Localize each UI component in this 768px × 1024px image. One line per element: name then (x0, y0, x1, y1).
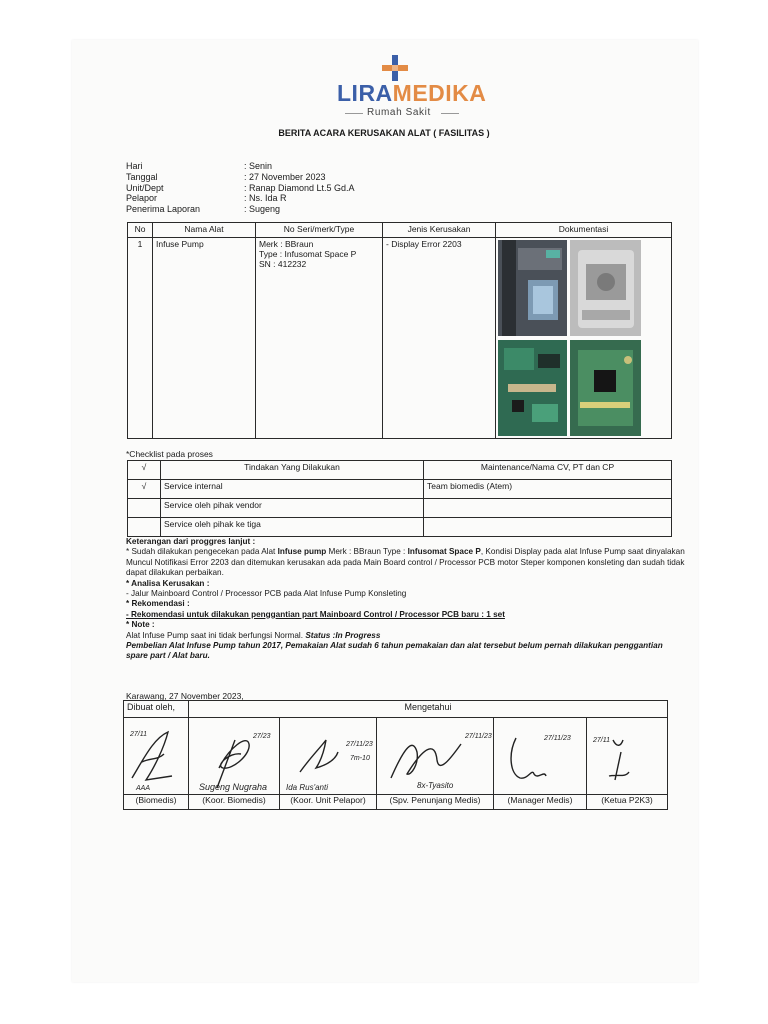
signature-ketua-p2k3 (587, 718, 668, 795)
svg-text:27/11/23: 27/11/23 (465, 733, 492, 740)
info-row-unit: Unit/Dept : Ranap Diamond Lt.5 Gd.A (126, 182, 355, 193)
photo-pcb-board (498, 340, 567, 436)
table-row (128, 518, 672, 537)
svg-text:27/11/23: 27/11/23 (346, 741, 373, 748)
medical-cross-icon (381, 54, 409, 82)
dibuat-oleh: Dibuat oleh, (124, 701, 189, 718)
analisa-heading: * Analisa Kerusakan : (126, 578, 210, 588)
checklist-header (128, 461, 672, 480)
signature-row (124, 718, 668, 795)
tagline-rule-left (345, 113, 363, 114)
rekomendasi-text: - Rekomendasi untuk dilakukan penggantian part Mainboard Control / Processor PCB baru : 1 set (126, 609, 505, 619)
mengetahui: Mengetahui (189, 701, 668, 718)
maintenance-value (424, 499, 672, 518)
info-row-hari: Hari : Senin (126, 161, 273, 171)
col-no-seri: No Seri/merk/Type (256, 223, 383, 238)
col-nama-alat: Nama Alat (153, 223, 256, 238)
action-label: Service oleh pihak vendor (161, 499, 424, 518)
row-kerusakan: - Display Error 2203 (383, 238, 496, 439)
role-koor-unit: (Koor. Unit Pelapor) (280, 795, 377, 810)
role-manager-medis: (Manager Medis) (494, 795, 587, 810)
damage-table-header (128, 223, 672, 238)
col-jenis-kerusakan: Jenis Kerusakan (383, 223, 496, 238)
info-row-pelapor: Pelapor : Ns. Ida R (126, 193, 287, 204)
place-date: Karawang, 27 November 2023, (126, 691, 244, 701)
row-no: 1 (128, 238, 153, 439)
brand-name: LIRAMEDIKA (337, 80, 487, 106)
table-row (128, 238, 672, 439)
notes-heading: Keterangan dari proggres lanjut : (126, 537, 256, 546)
svg-text:27/11: 27/11 (130, 731, 147, 738)
svg-text:7m-10: 7m-10 (350, 755, 370, 762)
note-purchase: Pembelian Alat Infuse Pump tahun 2017, Pemakaian Alat sudah 6 tahun pemakaian dan alat tersebut belum pernah dilakukan penggantian spare part / Alat baru. (126, 641, 663, 661)
svg-text:Sugeng Nugraha: Sugeng Nugraha (199, 782, 268, 792)
signature-koor-biomedis (189, 718, 280, 795)
checkmark (128, 499, 161, 518)
role-row (124, 795, 668, 810)
progress-notes (126, 537, 686, 662)
row-nama-alat: Infuse Pump (153, 238, 256, 439)
info-row-penerima: Penerima Laporan : Sugeng (126, 204, 281, 215)
photo-pcb-chip (570, 340, 641, 436)
maintenance-value (424, 518, 672, 537)
report-info (126, 161, 355, 215)
document-title: BERITA ACARA KERUSAKAN ALAT ( FASILITAS ) (278, 128, 490, 138)
checkmark: √ (128, 480, 161, 499)
role-spv-penunjang: (Spv. Penunjang Medis) (377, 795, 494, 810)
signature-table (123, 700, 668, 810)
info-row-tanggal: Tanggal : 27 November 2023 (126, 171, 326, 182)
signature-spv-penunjang (377, 718, 494, 795)
action-label: Service oleh pihak ke tiga (161, 518, 424, 537)
analisa-text: - Jalur Mainboard Control / Processor PCB pada Alat Infuse Pump Konsleting (126, 589, 407, 599)
note-heading: * Note : (126, 620, 155, 630)
row-dokumentasi (496, 238, 672, 439)
maintenance-value: Team biomedis (Atem) (424, 480, 672, 499)
svg-text:27/11/23: 27/11/23 (544, 735, 571, 742)
svg-text:Ida Rus'anti: Ida Rus'anti (286, 783, 328, 792)
seri-merk: Merk : BBraun (259, 239, 314, 249)
signature-biomedis (124, 718, 189, 795)
table-row (128, 499, 672, 518)
checkmark (128, 518, 161, 537)
photo-display-closeup (498, 240, 567, 336)
note-status: Alat Infuse Pump saat ini tidak berfungsi Normal. Status :In Progress (126, 630, 381, 640)
brand-tagline: Rumah Sakit (367, 107, 431, 118)
signature-koor-unit (280, 718, 377, 795)
rekomendasi-heading: * Rekomendasi : (126, 599, 190, 609)
svg-text:8x-Tyasito: 8x-Tyasito (417, 781, 454, 790)
col-dokumentasi: Dokumentasi (496, 223, 672, 238)
photo-device-back (570, 240, 641, 336)
signature-manager-medis (494, 718, 587, 795)
role-ketua-p2k3: (Ketua P2K3) (587, 795, 668, 810)
table-row (128, 480, 672, 499)
seri-type: Type : Infusomat Space P (259, 249, 357, 259)
col-maintenance: Maintenance/Nama CV, PT dan CP (424, 461, 672, 480)
role-biomedis: (Biomedis) (124, 795, 189, 810)
photo-grid (498, 240, 641, 436)
signature-header (124, 701, 668, 718)
damage-table (127, 222, 672, 439)
col-no: No (128, 223, 153, 238)
role-koor-biomedis: (Koor. Biomedis) (189, 795, 280, 810)
seri-sn: SN : 412232 (259, 259, 307, 269)
col-tindakan: Tindakan Yang Dilakukan (161, 461, 424, 480)
brand-logo (337, 54, 487, 126)
checklist-table (127, 460, 672, 537)
checklist-label: *Checklist pada proses (126, 449, 213, 459)
col-check: √ (128, 461, 161, 480)
notes-paragraph: * Sudah dilakukan pengecekan pada Alat Infuse pump Merk : BBraun Type : Infusomat Space P, Kondisi Display pada alat Infuse Pump saat dinyalakan Muncul Notifikasi Error 2203 dan ditemukan kerusakan ada pada Main Board control / Processor PCB motor Steper komponen konsleting dan sudah tidak dapat dilakukan perbaikan. (126, 547, 685, 578)
svg-text:27/23: 27/23 (253, 733, 271, 740)
action-label: Service internal (161, 480, 424, 499)
tagline-rule-right (441, 113, 459, 114)
svg-text:27/11: 27/11 (593, 737, 610, 744)
row-no-seri (256, 238, 383, 439)
svg-text:AAA: AAA (136, 785, 151, 792)
